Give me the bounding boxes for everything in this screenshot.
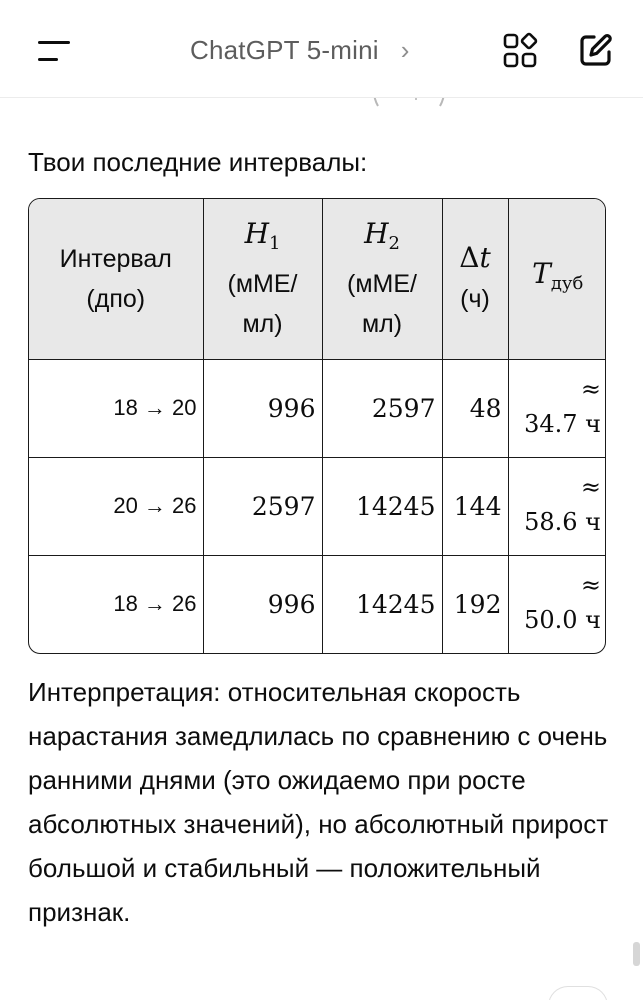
column-unit: (ч)	[460, 285, 490, 314]
column-symbol: t	[479, 241, 491, 275]
delta-t-cell: 144	[442, 457, 508, 555]
model-selector-button[interactable]	[190, 28, 409, 72]
column-unit: мл)	[361, 309, 403, 338]
column-unit: (мМЕ/	[227, 269, 298, 298]
doubling-time-cell	[508, 359, 606, 457]
apps-button[interactable]	[500, 30, 542, 72]
column-symbol: H	[364, 216, 389, 250]
table-header-row	[29, 199, 606, 359]
column-symbol-prefix: Δ	[459, 241, 480, 275]
interpretation-paragraph: Интерпретация: относительная скорость нарастания замедлилась по сравнению с очень ранними днями (это ожидаемо при росте абсолютных значений), но абсолютный прирост большой и стабильный — положительный признак.	[28, 677, 609, 927]
h1-cell: 996	[203, 555, 322, 653]
column-symbol: H	[244, 216, 269, 250]
column-subscript: дуб	[550, 272, 584, 294]
top-bar	[0, 0, 643, 98]
model-name: ChatGPT 5-mini	[190, 34, 379, 65]
doubling-time-cell	[508, 457, 606, 555]
column-header-h1	[203, 199, 322, 359]
h1-cell: 2597	[203, 457, 322, 555]
table-row	[29, 359, 606, 457]
column-label: Интервал	[59, 244, 172, 273]
chevron-right-icon: ›	[400, 35, 410, 65]
intervals-table	[28, 198, 606, 654]
intro-text: Твои последние интервалы:	[28, 147, 368, 177]
column-unit: (мМЕ/	[347, 269, 417, 298]
approx-sign: ≈	[580, 571, 601, 600]
column-symbol: T	[532, 256, 551, 290]
scrollbar-thumb[interactable]	[633, 942, 640, 966]
h2-cell: 14245	[322, 555, 442, 653]
column-unit: (дпо)	[86, 284, 146, 313]
column-unit: мл)	[242, 309, 283, 338]
apps-grid-icon	[500, 30, 542, 72]
doubling-time-cell	[508, 555, 606, 653]
edit-pencil-icon	[574, 28, 618, 72]
h1-cell: 996	[203, 359, 322, 457]
delta-t-cell: 192	[442, 555, 508, 653]
interval-cell: 18 → 26	[29, 555, 203, 653]
menu-button[interactable]	[30, 26, 80, 76]
delta-t-cell: 48	[442, 359, 508, 457]
column-header-h2	[322, 199, 442, 359]
column-header-interval	[29, 199, 203, 359]
doubling-time-value: 34.7 ч	[524, 410, 601, 438]
h2-cell: 14245	[322, 457, 442, 555]
hamburger-menu-icon-lower-bar	[38, 58, 58, 61]
column-header-delta-t	[442, 199, 508, 359]
table-row	[29, 457, 606, 555]
column-subscript: 1	[268, 232, 281, 254]
scroll-to-bottom-button[interactable]	[548, 986, 608, 1000]
approx-sign: ≈	[580, 473, 601, 501]
column-header-doubling-time	[508, 199, 606, 359]
interval-cell: 20 → 26	[29, 457, 203, 555]
new-chat-button[interactable]	[574, 28, 618, 72]
doubling-time-value: 50.0 ч	[524, 606, 601, 635]
column-subscript: 2	[388, 232, 400, 254]
h2-cell: 2597	[322, 359, 442, 457]
doubling-time-value: 58.6 ч	[524, 508, 601, 536]
approx-sign: ≈	[580, 375, 601, 403]
interval-cell: 18 → 20	[29, 359, 203, 457]
table-row	[29, 555, 606, 653]
hamburger-menu-icon	[38, 41, 70, 44]
